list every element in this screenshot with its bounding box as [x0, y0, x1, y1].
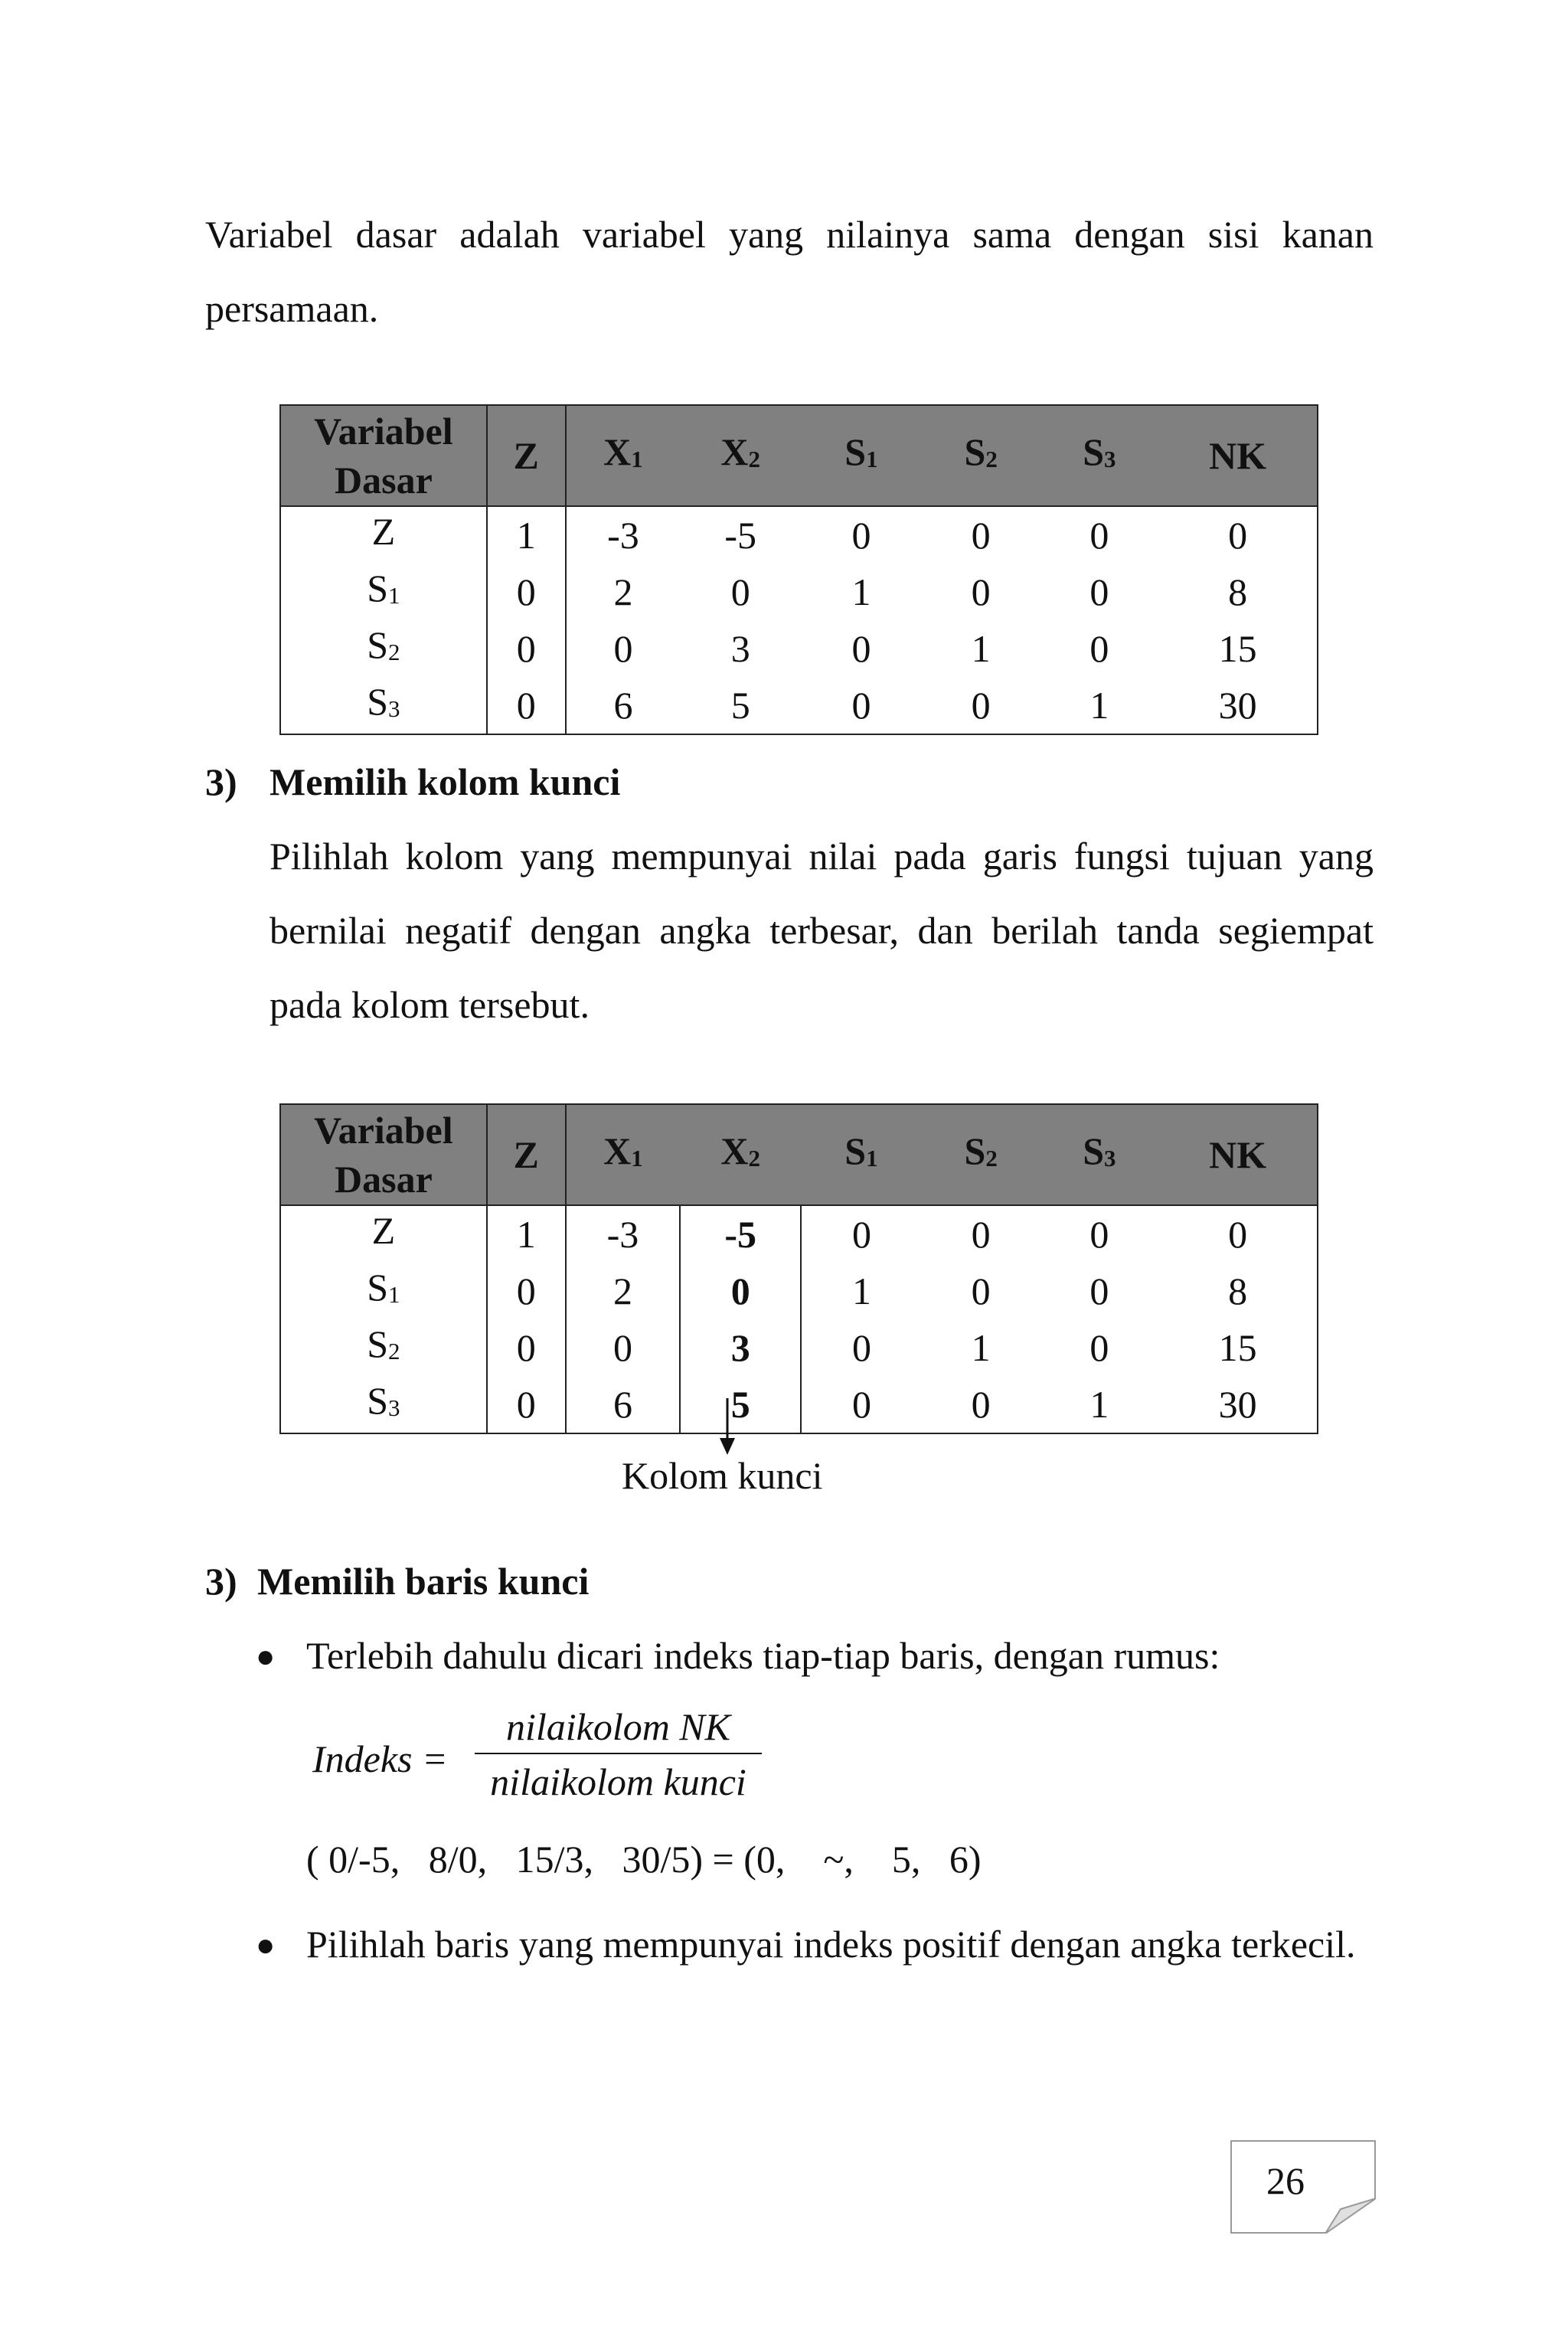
table-cell: 1	[1040, 677, 1159, 734]
folded-corner-icon	[1325, 2198, 1376, 2234]
table-cell: 0	[801, 1205, 922, 1263]
table-header-row	[280, 1104, 1318, 1205]
row-base: S1	[280, 564, 487, 620]
table-cell: 1	[971, 1325, 991, 1369]
table-cell: 0	[566, 1319, 681, 1376]
table-cell: 0	[487, 1376, 566, 1433]
formula-fraction	[475, 1702, 762, 1806]
table-cell: 0	[922, 506, 1040, 564]
table-cell: 0	[851, 626, 871, 670]
table-row	[280, 506, 1318, 564]
table-cell: 1	[487, 506, 566, 564]
table-cell: 0	[922, 677, 1040, 734]
header-z: Z	[487, 405, 566, 506]
bullet-icon: ●	[256, 1639, 276, 1675]
header-x2: X2	[680, 405, 801, 506]
table-cell: 30	[1158, 1376, 1318, 1433]
table-cell: 2	[566, 1263, 681, 1319]
table-cell: 15	[1158, 1319, 1318, 1376]
table-cell: 0	[487, 564, 566, 620]
row-base: Z	[280, 1205, 487, 1263]
section-heading-kolom: 3) Memilih kolom kunci	[205, 760, 621, 803]
table-cell: 1	[971, 626, 991, 670]
fraction-bar	[475, 1753, 762, 1754]
table-cell: 0	[801, 506, 922, 564]
section-body-kolom: Pilihlah kolom yang mempunyai nilai pada garis fungsi tujuan yang bernilai negatif dengan angka terbesar, dan berilah tanda segiempat pada kolom tersebut.	[270, 835, 1374, 1026]
row-base: S3	[280, 1376, 487, 1433]
key-column-cell: 5	[680, 1376, 801, 1433]
table-cell: 0	[566, 620, 681, 677]
table-cell: 0	[801, 1376, 922, 1433]
table-row	[280, 1319, 1318, 1376]
header-x2: X2	[680, 1104, 801, 1205]
table-row	[280, 677, 1318, 734]
header-nk: NK	[1158, 405, 1318, 506]
table-cell: 2	[566, 564, 681, 620]
table-cell: -5	[680, 506, 801, 564]
table-cell: 8	[1158, 564, 1318, 620]
header-s3: S3	[1040, 1104, 1159, 1205]
table-row	[280, 620, 1318, 677]
key-column-cell: 3	[680, 1319, 801, 1376]
table-cell: 5	[680, 677, 801, 734]
table-cell: 0	[730, 570, 750, 613]
table-cell: 0	[487, 1319, 566, 1376]
header-z: Z	[487, 1104, 566, 1205]
key-column-label: Kolom kunci	[622, 1454, 823, 1497]
simplex-table-key-column	[279, 1103, 1318, 1434]
table-cell: 0	[1089, 1325, 1109, 1369]
table-cell: 1	[851, 1269, 871, 1312]
row-base: S1	[280, 1263, 487, 1319]
bullet-item: ● Pilihlah baris yang mempunyai indeks positif dengan angka terkecil.	[256, 1907, 1374, 1983]
table-cell: 0	[1040, 506, 1159, 564]
table-cell: 30	[1158, 677, 1318, 734]
table-cell: 0	[1158, 506, 1318, 564]
table-cell: 0	[487, 1263, 566, 1319]
header-nk: NK	[1158, 1104, 1318, 1205]
header-s2: S2	[922, 405, 1040, 506]
formula-denominator: nilaikolom kunci	[490, 1760, 746, 1803]
table-cell: 0	[1089, 570, 1109, 613]
table-cell: 1	[1040, 1376, 1159, 1433]
table-cell: 0	[1158, 1205, 1318, 1263]
table-cell: 0	[487, 620, 566, 677]
table-cell: 8	[1158, 1263, 1318, 1319]
table-cell: 0	[1040, 1205, 1159, 1263]
index-ratios: ( 0/-5, 8/0, 15/3, 30/5) = (0, ~, 5, 6)	[306, 1838, 982, 1881]
page-number-box	[1230, 2140, 1376, 2234]
formula-lhs: Indeks =	[312, 1737, 448, 1780]
table-cell: 1	[851, 570, 871, 613]
key-column-cell: 0	[680, 1263, 801, 1319]
table-cell: 1	[487, 1205, 566, 1263]
table-row	[280, 1376, 1318, 1433]
header-s1: S1	[801, 1104, 922, 1205]
table-cell: 6	[566, 677, 681, 734]
table-cell: -3	[566, 506, 681, 564]
header-x1: X1	[566, 1104, 681, 1205]
table-row	[280, 1263, 1318, 1319]
table-cell: 0	[922, 1376, 1040, 1433]
header-variabel-dasar: Variabel Dasar	[280, 405, 487, 506]
key-column-cell: -5	[680, 1205, 801, 1263]
table-header-row	[280, 405, 1318, 506]
table-row	[280, 564, 1318, 620]
table-cell: 0	[971, 1269, 991, 1312]
table-cell: -3	[566, 1205, 681, 1263]
section-heading-baris: 3) Memilih baris kunci	[205, 1560, 590, 1603]
header-s3: S3	[1040, 405, 1159, 506]
table-cell: 0	[851, 1325, 871, 1369]
header-s2: S2	[922, 1104, 1040, 1205]
table-cell: 0	[1089, 626, 1109, 670]
bullet-item: ● Terlebih dahulu dicari indeks tiap-tiap baris, dengan rumus:	[256, 1619, 1374, 1695]
bullet-icon: ●	[256, 1928, 276, 1963]
header-s1: S1	[801, 405, 922, 506]
table-cell: 15	[1158, 620, 1318, 677]
row-base: Z	[280, 506, 487, 564]
header-x1: X1	[566, 405, 681, 506]
row-base: S2	[280, 620, 487, 677]
table-cell: 0	[1089, 1269, 1109, 1312]
header-variabel-dasar: Variabel Dasar	[280, 1104, 487, 1205]
row-base: S2	[280, 1319, 487, 1376]
table-cell: 6	[566, 1376, 681, 1433]
row-base: S3	[280, 677, 487, 734]
table-cell: 0	[922, 1205, 1040, 1263]
table-cell: 0	[971, 570, 991, 613]
simplex-table-initial	[279, 404, 1318, 735]
table-row	[280, 1205, 1318, 1263]
table-cell: 0	[801, 677, 922, 734]
page-number: 26	[1266, 2159, 1305, 2202]
intro-paragraph: Variabel dasar adalah variabel yang nilainya sama dengan sisi kanan persamaan.	[205, 213, 1374, 330]
down-arrow-icon	[718, 1398, 737, 1460]
table-cell: 0	[487, 677, 566, 734]
formula-numerator: nilaikolom NK	[505, 1705, 731, 1748]
table-cell: 3	[730, 626, 750, 670]
